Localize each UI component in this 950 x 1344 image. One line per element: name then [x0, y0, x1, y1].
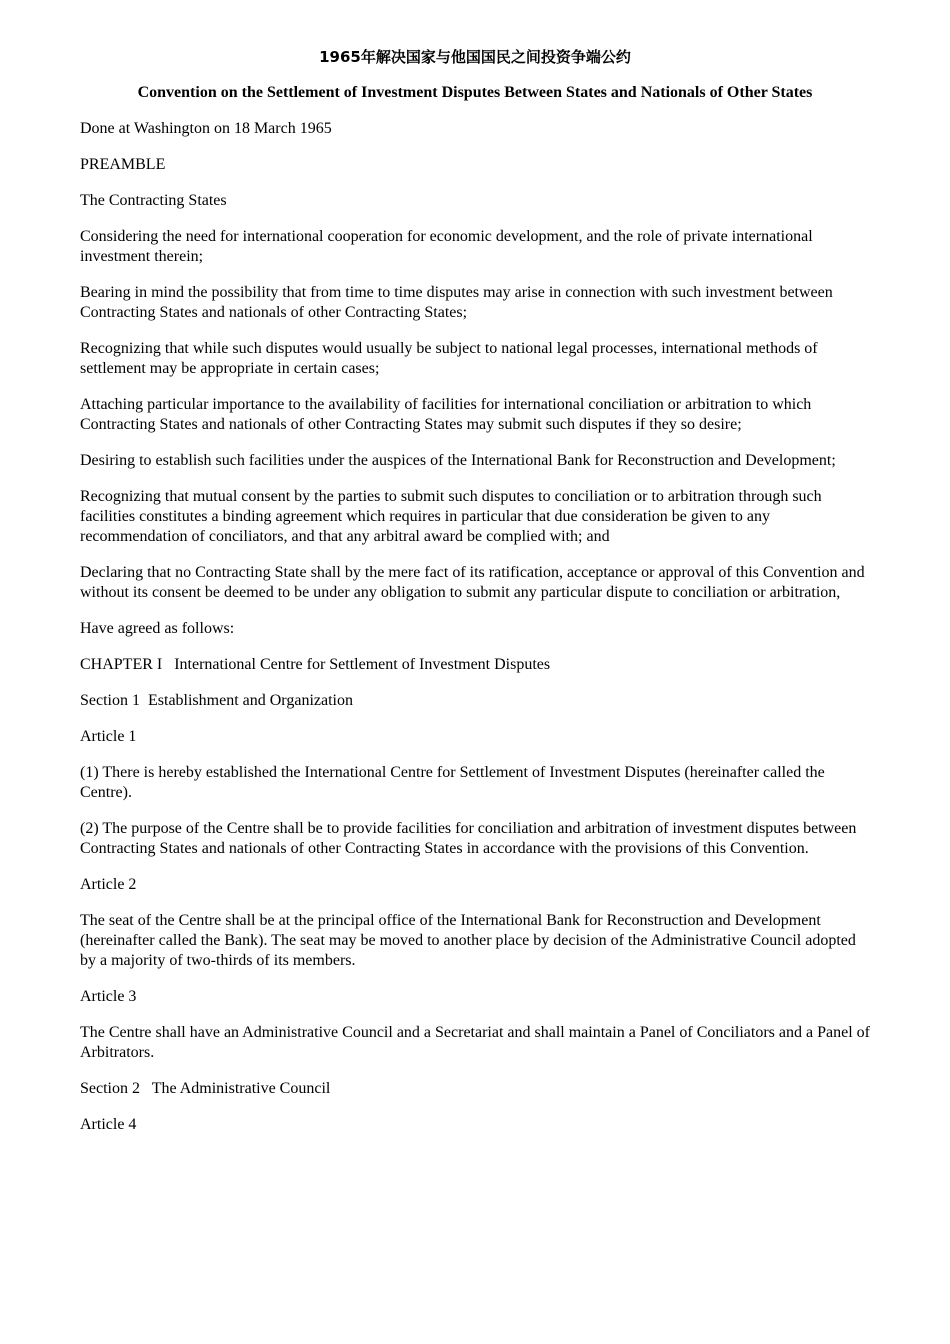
- article-paragraph: The seat of the Centre shall be at the principal office of the International Bank for Reconstruction and Development (hereinafter called the Bank). The seat may be moved to another place by decision of the Administrative Council adopted by a majority of two-thirds of its members.: [80, 912, 856, 969]
- article-heading: Article 1: [80, 728, 137, 745]
- section-heading: Section 1 Establishment and Organization: [80, 692, 353, 709]
- document-title-chinese: 1965年解决国家与他国国民之间投资争端公约: [319, 48, 631, 66]
- chapter-heading: CHAPTER I International Centre for Settlement of Investment Disputes: [80, 656, 551, 673]
- preamble-heading: PREAMBLE: [80, 156, 166, 173]
- preamble-paragraph: Desiring to establish such facilities under the auspices of the International Bank for Reconstruction and Development;: [80, 452, 836, 469]
- article-paragraph: The Centre shall have an Administrative Council and a Secretariat and shall maintain a Panel of Conciliators and a Panel of Arbitrators.: [80, 1024, 870, 1061]
- preamble-paragraph: Attaching particular importance to the availability of facilities for international conciliation or arbitration to which Contracting States and nationals of other Contracting States may submit such disputes if they so desire;: [80, 396, 812, 433]
- document-title-english: Convention on the Settlement of Investment Disputes Between States and Nationals of Other States: [137, 84, 813, 101]
- agreed-line: Have agreed as follows:: [80, 620, 235, 637]
- article-paragraph: (1) There is hereby established the International Centre for Settlement of Investment Disputes (hereinafter called the Centre).: [80, 764, 825, 801]
- article-heading: Article 4: [80, 1116, 137, 1133]
- preamble-parties: The Contracting States: [80, 192, 227, 209]
- preamble-paragraph: Bearing in mind the possibility that from time to time disputes may arise in connection with such investment between Contracting States and nationals of other Contracting States;: [80, 284, 833, 321]
- preamble-paragraph: Declaring that no Contracting State shall by the mere fact of its ratification, acceptance or approval of this Convention and without its consent be deemed to be under any obligation to submit any particular dispute to conciliation or arbitration,: [80, 564, 865, 601]
- done-at-line: Done at Washington on 18 March 1965: [80, 120, 332, 137]
- article-heading: Article 2: [80, 876, 137, 893]
- document-page: [80, 47, 872, 1151]
- preamble-paragraph: Recognizing that mutual consent by the parties to submit such disputes to conciliation or to arbitration through such facilities constitutes a binding agreement which requires in particular that due consideration be given to any recommendation of conciliators, and that any arbitral award be complied with; and: [80, 488, 822, 545]
- article-paragraph: (2) The purpose of the Centre shall be to provide facilities for conciliation and arbitration of investment disputes between Contracting States and nationals of other Contracting States in accordance with the provisions of this Convention.: [80, 820, 857, 857]
- article-heading: Article 3: [80, 988, 137, 1005]
- preamble-paragraph: Recognizing that while such disputes would usually be subject to national legal processes, international methods of settlement may be appropriate in certain cases;: [80, 340, 818, 377]
- section-heading: Section 2 The Administrative Council: [80, 1080, 331, 1097]
- preamble-paragraph: Considering the need for international cooperation for economic development, and the role of private international investment therein;: [80, 228, 813, 265]
